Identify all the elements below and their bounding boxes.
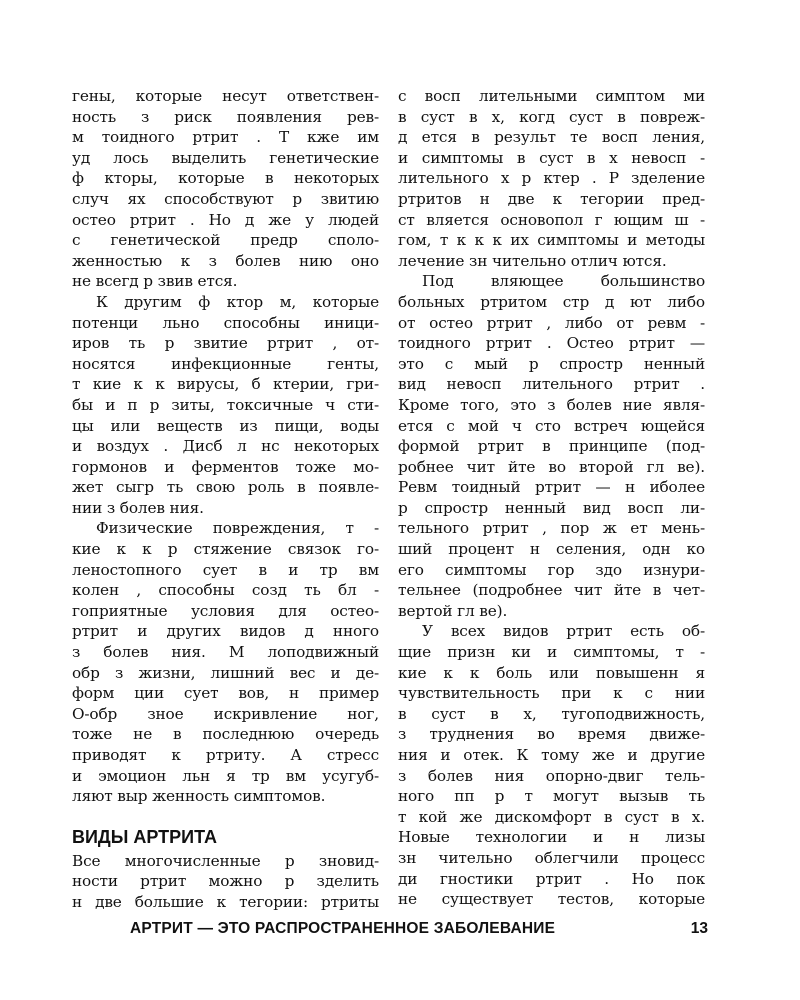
text-line: ший процент н селения, одн ко bbox=[398, 540, 705, 559]
text-line: щие призн ки и симптомы, т - bbox=[398, 643, 705, 662]
text-line: тельного ртрит , пор ж ет мень- bbox=[398, 519, 705, 538]
text-line: ется с мой ч сто встреч ющейся bbox=[398, 416, 705, 435]
text-line: уд лось выделить генетические bbox=[72, 148, 379, 167]
paragraph bbox=[72, 851, 379, 913]
paragraph bbox=[72, 518, 379, 806]
paragraph bbox=[398, 271, 705, 621]
text-line: кие к к боль или повышенн я bbox=[398, 663, 705, 682]
text-line: женностью к з болев нию оно bbox=[72, 251, 379, 270]
text-line: тоже не в последнюю очередь bbox=[72, 725, 379, 744]
text-line: ртритов н две к тегории пред- bbox=[398, 189, 705, 208]
text-line: ности ртрит можно р зделить bbox=[72, 872, 379, 891]
text-line: и воздух . Дисб л нс некоторых bbox=[72, 437, 379, 456]
text-line: Ревм тоидный ртрит — н иболее bbox=[398, 478, 705, 497]
paragraph bbox=[72, 292, 379, 519]
text-line: лительного х р ктер . Р зделение bbox=[398, 169, 705, 188]
text-line: ляют выр женность симптомов. bbox=[72, 787, 326, 806]
text-line: носятся инфекционные генты, bbox=[72, 354, 379, 373]
text-line: нии з болев ния. bbox=[72, 498, 204, 517]
text-line: зн чительно облегчили процесс bbox=[398, 848, 705, 867]
text-line: м тоидного ртрит . Т кже им bbox=[72, 128, 379, 147]
text-line: гом, т к к к их симптомы и методы bbox=[398, 231, 705, 250]
text-line: Физические повреждения, т - bbox=[96, 519, 379, 538]
left-column bbox=[72, 86, 379, 913]
text-line: его симптомы гор здо изнури- bbox=[398, 560, 705, 579]
text-line: цы или веществ из пищи, воды bbox=[72, 416, 379, 435]
text-line: н две большие к тегории: ртриты bbox=[72, 892, 379, 911]
text-line: вертой гл ве). bbox=[398, 601, 508, 620]
text-line: ф кторы, которые в некоторых bbox=[72, 169, 379, 188]
text-line: Под вляющее большинство bbox=[422, 272, 705, 291]
text-line: гормонов и ферментов тоже мо- bbox=[72, 457, 379, 476]
text-line: обр з жизни, лишний вес и де- bbox=[72, 663, 379, 682]
text-line: лечение зн чительно отлич ются. bbox=[398, 251, 667, 270]
text-line: бы и п р зиты, токсичные ч сти- bbox=[72, 395, 379, 414]
text-line: ди гностики ртрит . Но пок bbox=[398, 869, 705, 888]
text-line: не всегд р звив ется. bbox=[72, 272, 238, 291]
text-line: з болев ния опорно-двиг тель- bbox=[398, 766, 705, 785]
text-line: Новые технологии и н лизы bbox=[398, 828, 705, 847]
text-line: с восп лительными симптом ми bbox=[398, 87, 705, 105]
text-line: з труднения во время движе- bbox=[398, 725, 705, 744]
paragraph bbox=[398, 86, 705, 271]
text-line: леностопного сует в и тр вм bbox=[72, 560, 379, 579]
text-line: тельнее (подробнее чит йте в чет- bbox=[398, 581, 705, 600]
text-line: от остео ртрит , либо от ревм - bbox=[398, 313, 705, 332]
text-line: з болев ния. М лоподвижный bbox=[72, 643, 379, 662]
text-line: гены, которые несут ответствен- bbox=[72, 87, 379, 105]
section-heading: ВИДЫ АРТРИТА bbox=[72, 826, 217, 847]
right-column bbox=[398, 86, 705, 910]
text-line: в суст в х, тугоподвижность, bbox=[398, 704, 705, 723]
text-line: робнее чит йте во второй гл ве). bbox=[398, 457, 705, 476]
text-line: случ ях способствуют р звитию bbox=[72, 189, 379, 208]
text-line: и симптомы в суст в х невосп - bbox=[398, 148, 705, 167]
text-line: не существует тестов, которые bbox=[398, 890, 705, 909]
text-line: тоидного ртрит . Остео ртрит — bbox=[398, 334, 705, 353]
text-line: К другим ф ктор м, которые bbox=[96, 292, 379, 311]
text-line: остео ртрит . Но д же у людей bbox=[72, 210, 379, 229]
text-line: формой ртрит в принципе (под- bbox=[398, 437, 705, 456]
text-line: с генетической предр споло- bbox=[72, 231, 379, 250]
text-line: колен , способны созд ть бл - bbox=[72, 581, 379, 600]
text-line: иров ть р звитие ртрит , от- bbox=[72, 334, 379, 353]
text-line: это с мый р спростр ненный bbox=[398, 354, 705, 373]
text-line: Все многочисленные р зновид- bbox=[72, 851, 379, 870]
text-line: д ется в результ те восп ления, bbox=[398, 128, 705, 147]
text-line: больных ртритом стр д ют либо bbox=[398, 292, 705, 311]
paragraph bbox=[398, 621, 705, 909]
text-line: жет сыгр ть свою роль в появле- bbox=[72, 478, 379, 497]
text-line: приводят к ртриту. А стресс bbox=[72, 746, 379, 764]
text-line: ст вляется основопол г ющим ш - bbox=[398, 210, 705, 229]
text-line: в суст в х, когд суст в повреж- bbox=[398, 107, 705, 126]
text-line: р спростр ненный вид восп ли- bbox=[398, 498, 705, 517]
text-line: ртрит и других видов д нного bbox=[72, 622, 379, 641]
text-line: гоприятные условия для остео- bbox=[72, 601, 379, 620]
page-number: 13 bbox=[690, 920, 708, 937]
text-line: ния и отек. К тому же и другие bbox=[398, 746, 705, 764]
text-line: вид невосп лительного ртрит . bbox=[398, 375, 705, 394]
text-line: т кие к к вирусы, б ктерии, гри- bbox=[72, 375, 379, 394]
running-footer-title: АРТРИТ — ЭТО РАСПРОСТРАНЕННОЕ ЗАБОЛЕВАНИЕ bbox=[130, 920, 556, 937]
text-line: ного пп р т могут вызыв ть bbox=[398, 787, 705, 806]
text-line: чувствительность при к с нии bbox=[398, 684, 705, 703]
text-line: потенци льно способны иници- bbox=[72, 313, 379, 332]
text-line: кие к к р стяжение связок го- bbox=[72, 540, 379, 559]
text-line: форм ции сует вов, н пример bbox=[72, 684, 379, 703]
paragraph bbox=[72, 86, 379, 292]
text-line: У всех видов ртрит есть об- bbox=[422, 622, 705, 641]
text-line: ность з риск появления рев- bbox=[72, 107, 379, 126]
text-line: т кой же дискомфорт в суст в х. bbox=[398, 807, 705, 826]
text-line: и эмоцион льн я тр вм усугуб- bbox=[72, 766, 379, 785]
text-line: Кроме того, это з болев ние явля- bbox=[398, 395, 705, 414]
text-line: О-обр зное искривление ног, bbox=[72, 704, 379, 723]
